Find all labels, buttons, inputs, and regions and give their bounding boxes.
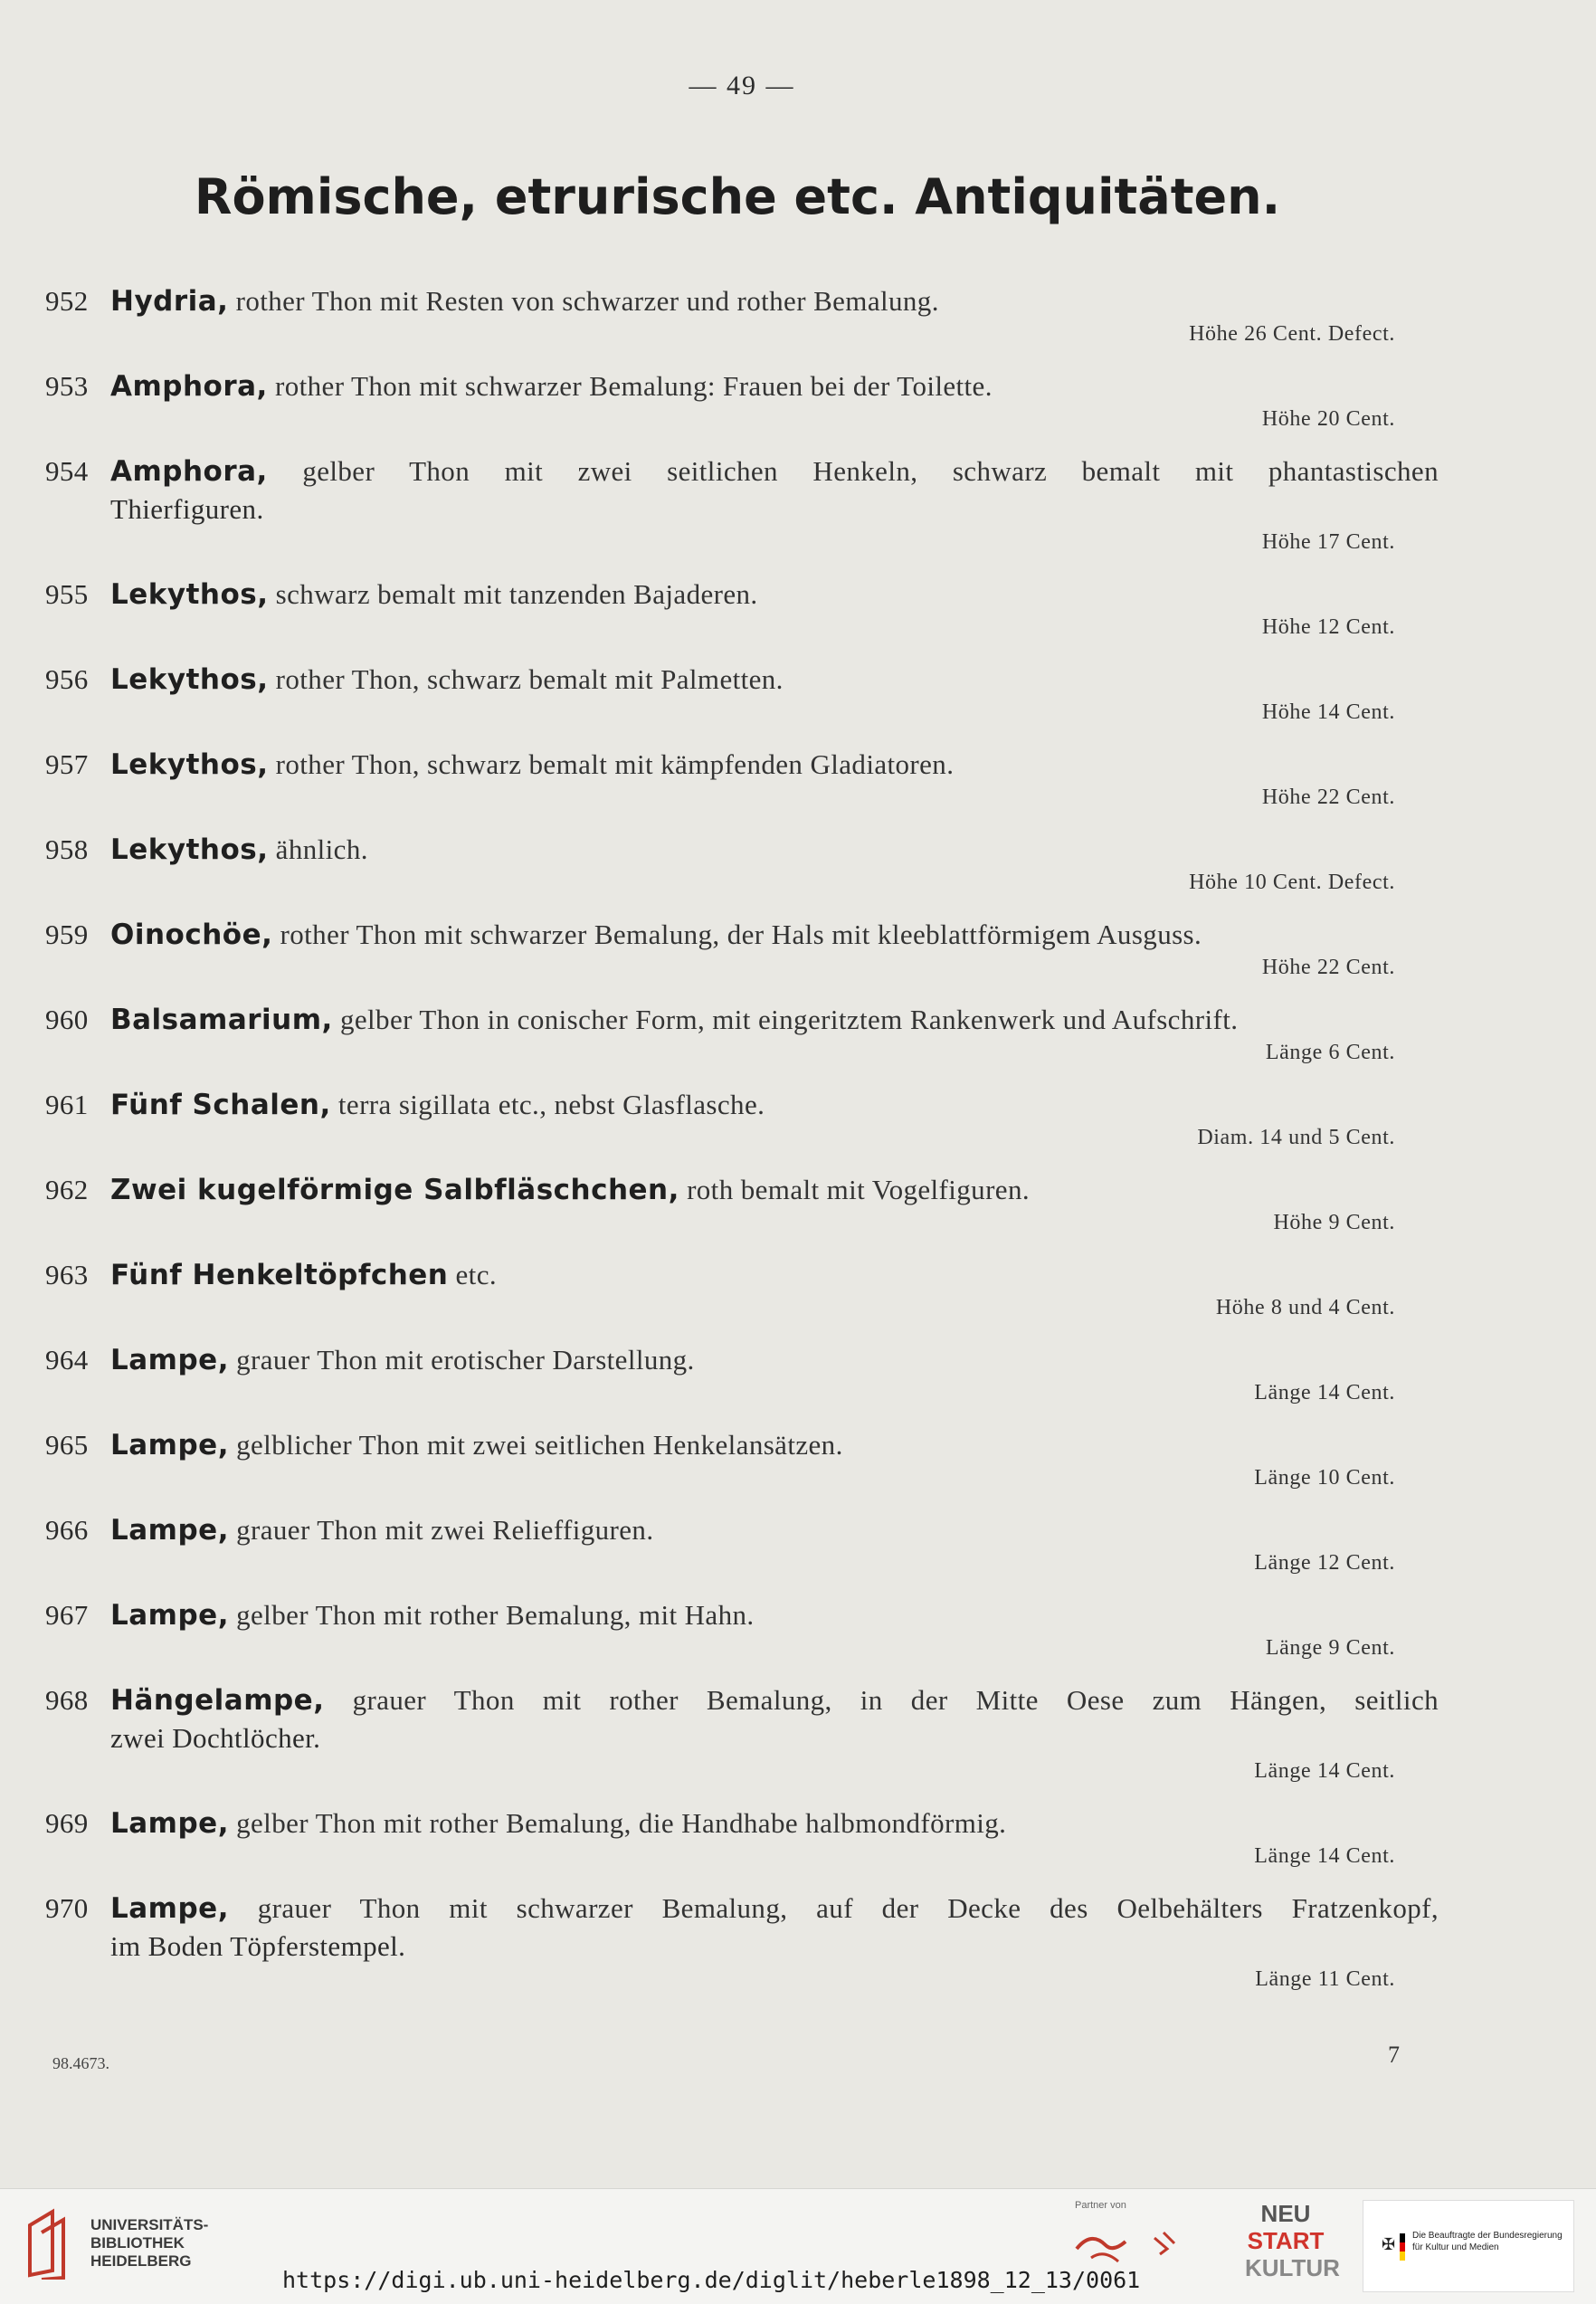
entry-dimensions: Höhe 22 Cent. (1261, 956, 1395, 979)
sheet-number: 7 (1388, 2042, 1400, 2068)
entry-line (45, 916, 1439, 954)
entry-dimensions: Höhe 17 Cent. (1261, 530, 1395, 554)
entry-name: Lampe, (110, 1514, 229, 1547)
library-name[interactable] (90, 2216, 208, 2271)
entry-line (45, 1341, 1439, 1379)
entry-description-continued: im Boden Töpferstempel. (110, 1930, 406, 1962)
federal-eagle-icon: ✠ (1382, 2235, 1396, 2253)
entry-dimensions: Länge 14 Cent. (1254, 1759, 1395, 1783)
entry-line (45, 1086, 1439, 1124)
entry-line (45, 1596, 1439, 1634)
entry-name: Hängelampe, (110, 1684, 325, 1717)
entry-line (45, 1001, 1439, 1039)
catalogue-entry (45, 661, 1439, 726)
neustart-word-3: KULTUR (1245, 2254, 1340, 2281)
entry-dimensions: Länge 14 Cent. (1254, 1844, 1395, 1868)
entry-description: schwarz bemalt mit tanzenden Bajaderen. (275, 578, 758, 610)
entry-description: roth bemalt mit Vogelfiguren. (687, 1174, 1031, 1205)
catalogue-entry (45, 1596, 1439, 1661)
entry-number: 956 (45, 663, 89, 695)
ddb-logo-icon[interactable] (1073, 2222, 1191, 2285)
entry-name: Lekythos, (110, 578, 269, 611)
partner-label: Partner von (1075, 2200, 1126, 2211)
entry-line (45, 1256, 1439, 1294)
entry-dimensions: Höhe 8 und 4 Cent. (1215, 1296, 1395, 1319)
catalogue-entry (45, 1001, 1439, 1066)
entry-number: 962 (45, 1174, 89, 1205)
catalogue-entry (45, 1171, 1439, 1236)
catalogue-entry (45, 452, 1439, 556)
entry-description: gelber Thon mit rother Bemalung, die Handhabe halbmondförmig. (236, 1807, 1007, 1839)
page-number: — 49 — (689, 71, 795, 100)
entry-dimensions: Höhe 12 Cent. (1261, 615, 1395, 639)
entry-line (45, 1804, 1439, 1842)
entry-line (45, 1681, 1439, 1719)
entry-dimensions: Höhe 14 Cent. (1261, 700, 1395, 724)
page-title: Römische, etrurische etc. Antiquitäten. (194, 168, 1281, 225)
entry-number: 969 (45, 1807, 89, 1839)
ub-heidelberg-logo-icon (25, 2207, 80, 2280)
entry-description: gelber Thon mit rother Bemalung, mit Hahn. (236, 1599, 755, 1631)
catalogue-entry (45, 576, 1439, 641)
entry-description-continued: zwei Dochtlöcher. (110, 1722, 321, 1754)
entry-name: Hydria, (110, 285, 229, 318)
entry-name: Lampe, (110, 1807, 229, 1840)
entry-number: 961 (45, 1089, 89, 1120)
entry-name: Lampe, (110, 1344, 229, 1376)
entry-description: ähnlich. (275, 833, 368, 865)
entry-number: 965 (45, 1429, 89, 1461)
german-flag-icon (1400, 2233, 1405, 2261)
entry-description-continued: Thierfiguren. (110, 493, 264, 525)
entry-name: Balsamarium, (110, 1004, 333, 1036)
catalogue-entry (45, 1086, 1439, 1151)
entry-dimensions: Länge 14 Cent. (1254, 1381, 1395, 1404)
catalogue-entries (45, 282, 1439, 2013)
entry-number: 955 (45, 578, 89, 610)
catalogue-entry (45, 1426, 1439, 1491)
entry-name: Lampe, (110, 1429, 229, 1461)
entry-number: 967 (45, 1599, 89, 1631)
entry-name: Fünf Schalen, (110, 1089, 331, 1121)
entry-number: 966 (45, 1514, 89, 1546)
entry-name: Lekythos, (110, 748, 269, 781)
entry-description: grauer Thon mit zwei Relieffiguren. (236, 1514, 654, 1546)
footer-bar (0, 2188, 1596, 2304)
catalogue-entry (45, 916, 1439, 981)
catalogue-entry (45, 1256, 1439, 1321)
library-name-line-1: UNIVERSITÄTS- (90, 2216, 209, 2233)
entry-number: 953 (45, 370, 89, 402)
entry-line (45, 452, 1439, 490)
entry-description: rother Thon mit Resten von schwarzer und rother Bemalung. (235, 285, 939, 317)
entry-description: etc. (455, 1259, 497, 1290)
catalogue-entry (45, 831, 1439, 896)
entry-dimensions: Höhe 10 Cent. Defect. (1189, 871, 1395, 894)
entry-description: rother Thon, schwarz bemalt mit kämpfenden Gladiatoren. (275, 748, 955, 780)
neustart-word-1: NEU (1260, 2200, 1311, 2227)
entry-name: Amphora, (110, 370, 268, 403)
entry-description: rother Thon mit schwarzer Bemalung: Frauen bei der Toilette. (275, 370, 993, 402)
permalink-url[interactable]: https://digi.ub.uni-heidelberg.de/diglit/heberle1898_12_13/0061 (282, 2267, 1141, 2293)
entry-dimensions: Länge 11 Cent. (1255, 1967, 1395, 1991)
bkm-text-line-2: für Kultur und Medien (1412, 2242, 1499, 2252)
entry-number: 954 (45, 455, 89, 487)
catalogue-entry (45, 282, 1439, 348)
entry-line (45, 1890, 1439, 1928)
entry-line (45, 1171, 1439, 1209)
entry-number: 963 (45, 1259, 89, 1290)
entry-number: 970 (45, 1892, 89, 1924)
entry-name: Lampe, (110, 1599, 229, 1632)
entry-number: 960 (45, 1004, 89, 1035)
entry-description: gelblicher Thon mit zwei seitlichen Henkelansätzen. (236, 1429, 843, 1461)
entry-description: grauer Thon mit schwarzer Bemalung, auf der Decke des Oelbehälters Fratzenkopf, (257, 1892, 1439, 1924)
entry-dimensions: Länge 10 Cent. (1254, 1466, 1395, 1490)
entry-dimensions: Höhe 9 Cent. (1273, 1211, 1395, 1234)
catalogue-entry (45, 1511, 1439, 1576)
entry-description: rother Thon, schwarz bemalt mit Palmetten. (275, 663, 784, 695)
catalogue-entry (45, 1681, 1439, 1785)
entry-dimensions: Diam. 14 und 5 Cent. (1197, 1126, 1395, 1149)
entry-dimensions: Länge 6 Cent. (1265, 1041, 1395, 1064)
entry-description: rother Thon mit schwarzer Bemalung, der Hals mit kleeblattförmigem Ausguss. (280, 919, 1202, 950)
entry-line (45, 1511, 1439, 1549)
catalogue-entry (45, 1890, 1439, 1993)
entry-line (45, 1426, 1439, 1464)
entry-name: Zwei kugelförmige Salbfläschchen, (110, 1174, 679, 1206)
entry-number: 958 (45, 833, 89, 865)
entry-description: grauer Thon mit erotischer Darstellung. (236, 1344, 695, 1376)
entry-line (45, 367, 1439, 405)
entry-dimensions: Höhe 22 Cent. (1261, 785, 1395, 809)
entry-line (45, 661, 1439, 699)
entry-number: 957 (45, 748, 89, 780)
library-name-line-2: BIBLIOTHEK (90, 2234, 185, 2252)
entry-dimensions: Höhe 26 Cent. Defect. (1189, 322, 1395, 346)
entry-line (45, 831, 1439, 869)
neustart-kultur-logo[interactable] (1245, 2200, 1340, 2290)
catalogue-entry (45, 1341, 1439, 1406)
bkm-text (1412, 2230, 1563, 2253)
entry-number: 952 (45, 285, 89, 317)
entry-dimensions: Länge 9 Cent. (1265, 1636, 1395, 1660)
entry-description: terra sigillata etc., nebst Glasflasche. (337, 1089, 765, 1120)
entry-number: 964 (45, 1344, 89, 1376)
entry-description: gelber Thon in conischer Form, mit eingeritztem Rankenwerk und Aufschrift. (339, 1004, 1239, 1035)
entry-name: Amphora, (110, 455, 268, 488)
entry-description: gelber Thon mit zwei seitlichen Henkeln, schwarz bemalt mit phantastischen (302, 455, 1439, 487)
entry-number: 968 (45, 1684, 89, 1716)
entry-line (45, 746, 1439, 784)
entry-name: Fünf Henkeltöpfchen (110, 1259, 449, 1291)
bkm-logo[interactable] (1363, 2200, 1574, 2292)
signature-mark: 98.4673. (52, 2054, 109, 2072)
entry-name: Lekythos, (110, 663, 269, 696)
catalogue-entry (45, 1804, 1439, 1870)
entry-dimensions: Länge 12 Cent. (1254, 1551, 1395, 1575)
neustart-word-2: START (1247, 2227, 1325, 2254)
catalogue-entry (45, 367, 1439, 433)
entry-name: Lekythos, (110, 833, 269, 866)
entry-line (45, 282, 1439, 320)
entry-name: Oinochöe, (110, 919, 273, 951)
entry-line (45, 576, 1439, 614)
entry-number: 959 (45, 919, 89, 950)
catalogue-entry (45, 746, 1439, 811)
entry-name: Lampe, (110, 1892, 229, 1925)
bkm-text-line-1: Die Beauftragte der Bundesregierung (1412, 2231, 1563, 2241)
entry-dimensions: Höhe 20 Cent. (1261, 407, 1395, 431)
library-name-line-3: HEIDELBERG (90, 2252, 192, 2270)
entry-description: grauer Thon mit rother Bemalung, in der Mitte Oese zum Hängen, seitlich (352, 1684, 1439, 1716)
